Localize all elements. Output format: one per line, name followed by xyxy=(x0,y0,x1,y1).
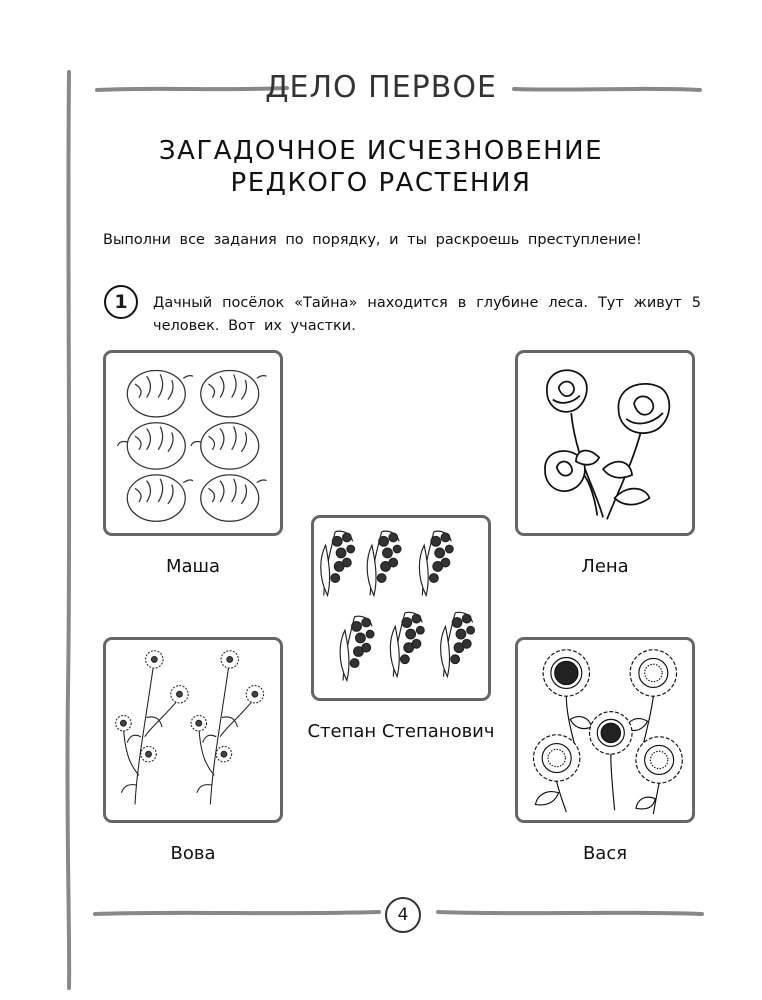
plot-card-lena xyxy=(515,350,695,536)
plot-owner-lena: Лена xyxy=(581,556,629,577)
lily-of-the-valley-icon xyxy=(314,518,488,698)
chamomile-icon xyxy=(106,640,280,820)
plot-card-vova xyxy=(103,637,283,823)
plot-owner-vasya: Вася xyxy=(582,843,628,864)
roses-icon xyxy=(518,353,692,533)
sunflowers-icon xyxy=(518,640,692,820)
chapter-heading: ДЕЛО ПЕРВОЕ xyxy=(265,70,497,105)
plot-owner-stepan: Степан Степанович xyxy=(307,721,495,742)
task-text: Дачный посёлок «Тайна» находится в глубине леса. Тут живут 5 человек. Вот их участки. xyxy=(153,295,701,334)
plot-card-masha xyxy=(103,350,283,536)
plot-card-stepan xyxy=(311,515,491,701)
plot-card-vasya xyxy=(515,637,695,823)
left-border-stroke xyxy=(62,70,76,990)
page-title-line2: РЕДКОГО РАСТЕНИЯ xyxy=(230,168,532,198)
intro-text: Выполни все задания по порядку, и ты раскроешь преступление! xyxy=(103,232,642,248)
footer-stroke-right xyxy=(436,906,704,920)
footer-stroke-left xyxy=(93,906,381,920)
page-title-line1: ЗАГАДОЧНОЕ ИСЧЕЗНОВЕНИЕ xyxy=(158,136,604,166)
plot-owner-vova: Вова xyxy=(170,843,216,864)
plot-owner-masha: Маша xyxy=(165,556,221,577)
page-number: 4 xyxy=(385,897,421,933)
task-number-badge: 1 xyxy=(104,285,138,319)
watermelons-icon xyxy=(106,353,280,533)
